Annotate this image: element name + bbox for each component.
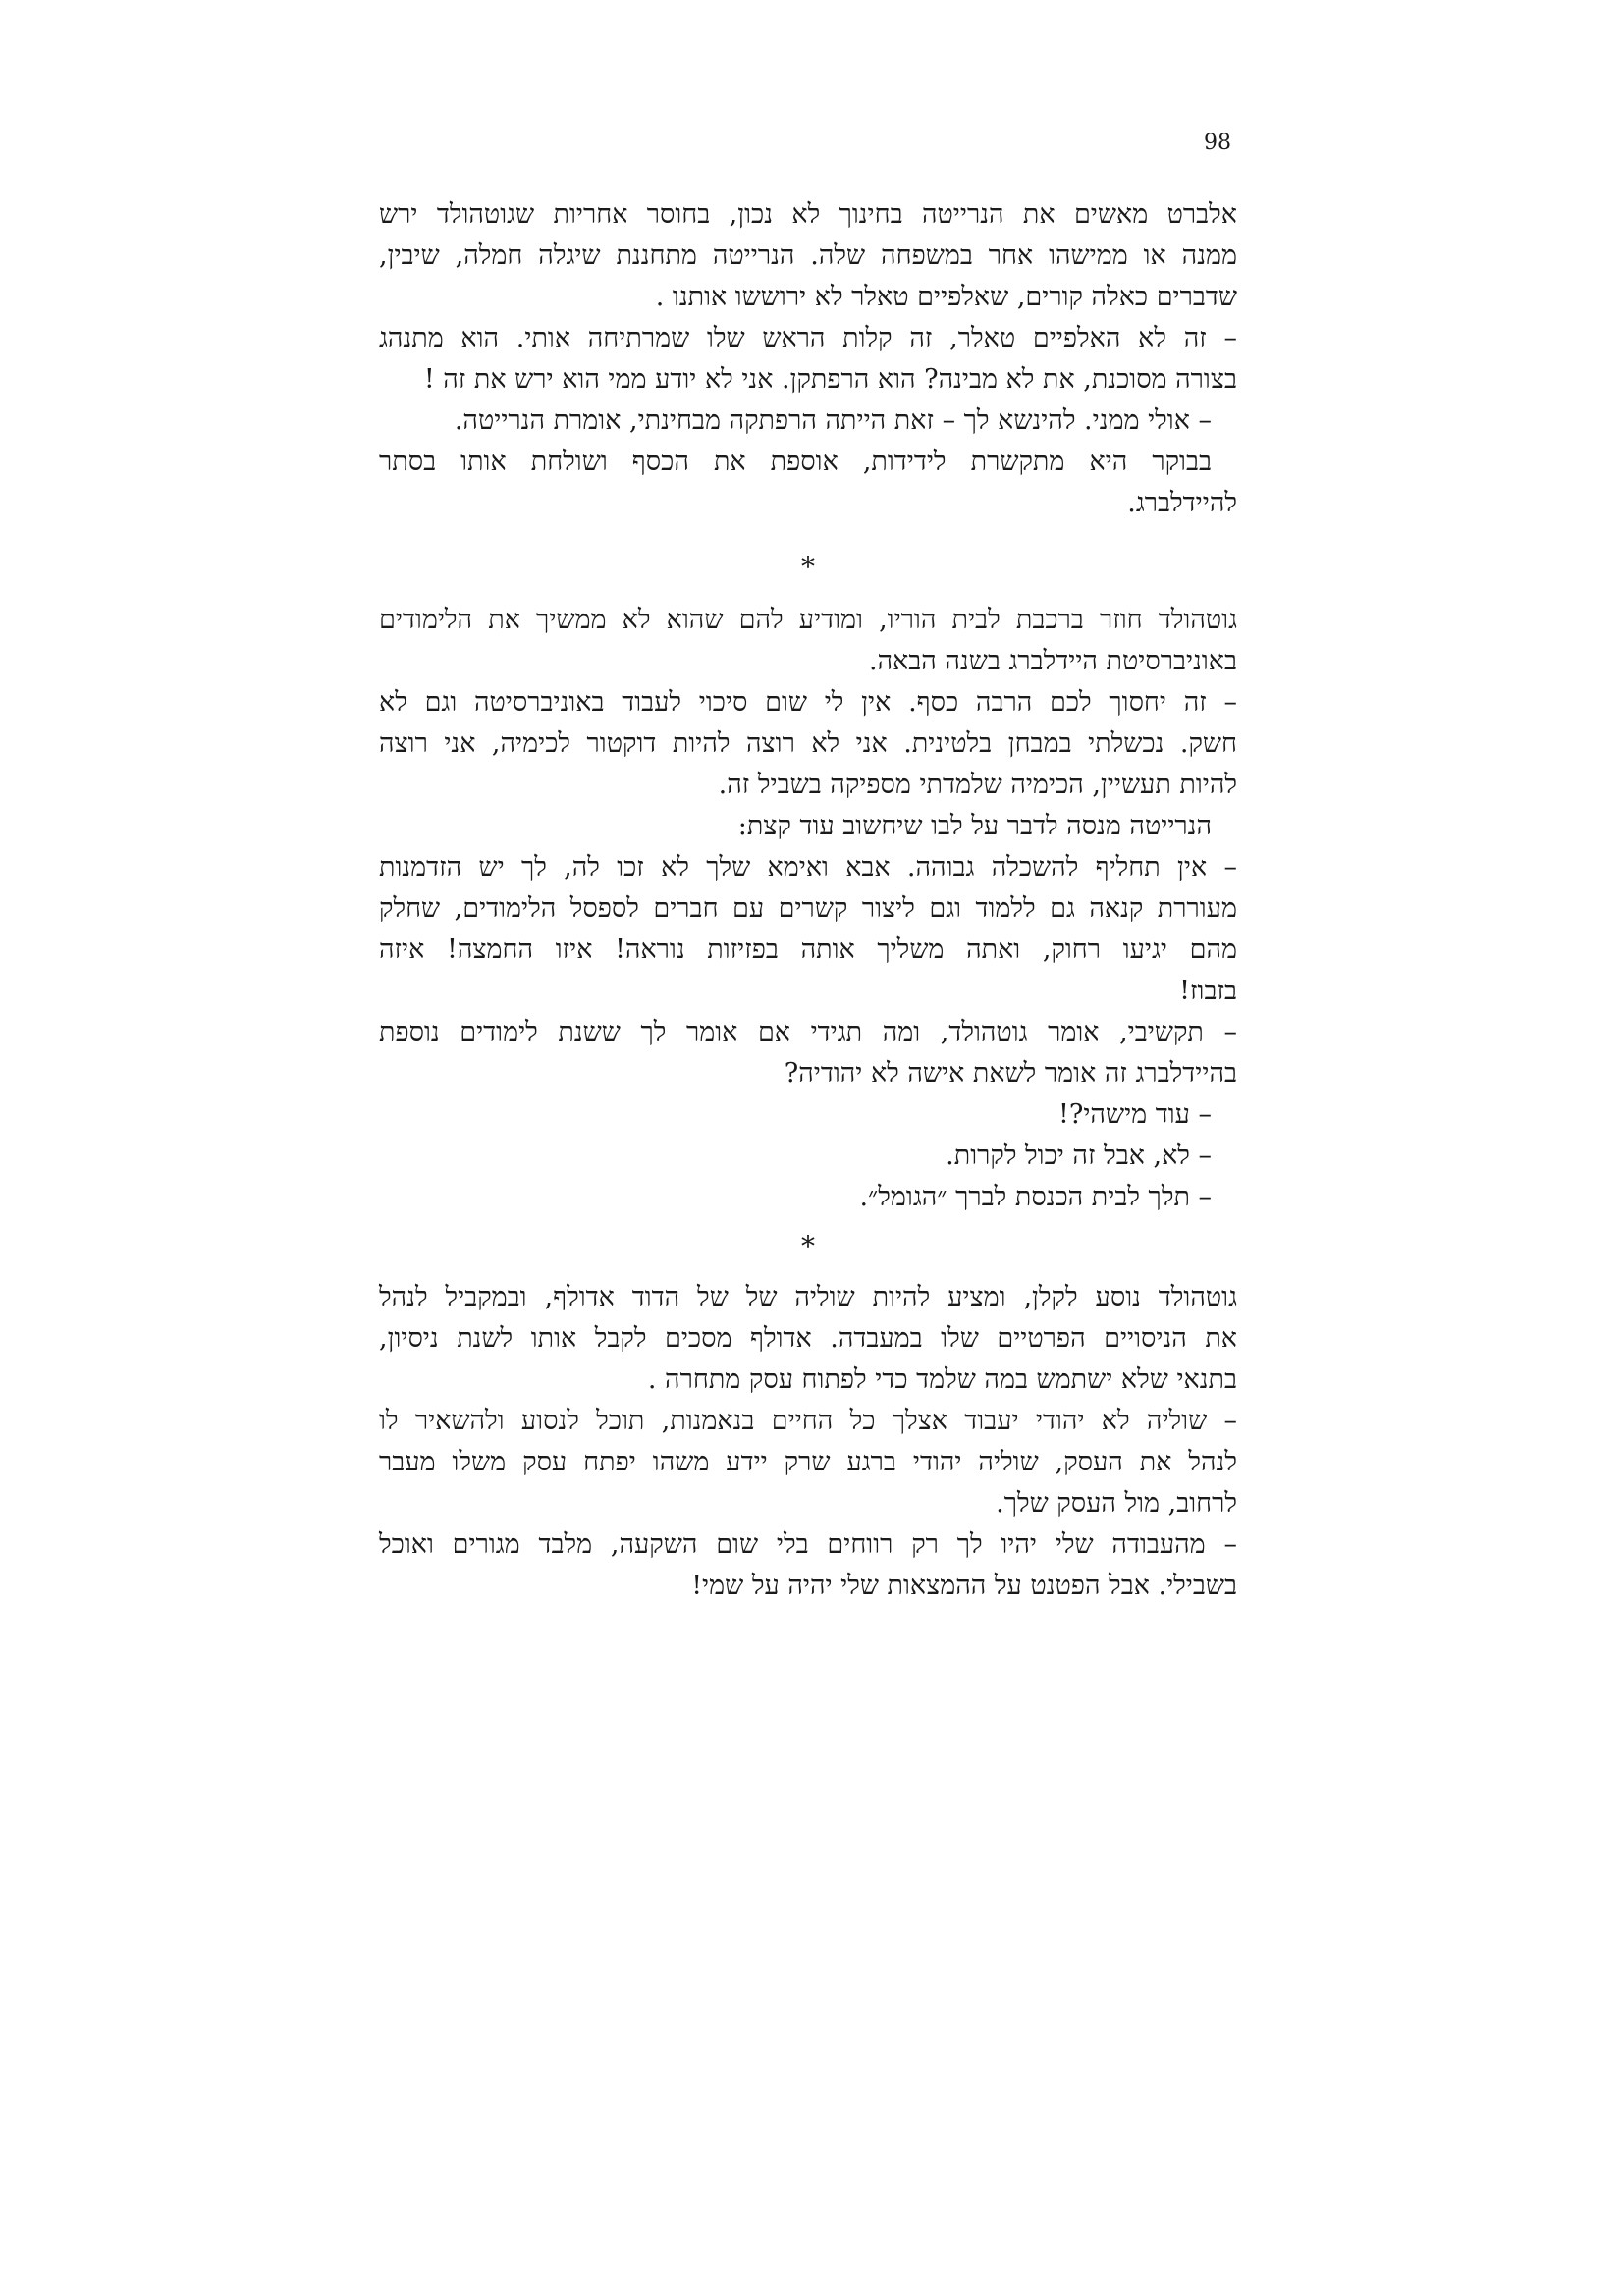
text-line: מהם יגיעו רחוק, ואתה משליך אותה בפזיזות נוראה! איזו החמצה! איזה [379, 934, 1237, 965]
text-line: – אולי ממני. להינשא לך – זאת הייתה הרפתקה מבחינתי, אומרת הנרייטה. [454, 405, 1212, 436]
page-number: 98 [1204, 131, 1231, 155]
text-line: – מהעבודה שלי יהיו לך רק רווחים בלי שום השקעה, מלבד מגורים ואוכל [379, 1529, 1237, 1560]
text-line: גוטהולד נוסע לקלן, ומציע להיות שוליה של של הדוד אדולף, ובמקביל לנהל [379, 1282, 1237, 1312]
text-line: חשק. נכשלתי במבחן בלטינית. אני לא רוצה להיות דוקטור לכימיה, אני רוצה [379, 728, 1237, 759]
text-line: לרחוב, מול העסק שלך. [996, 1488, 1237, 1519]
text-line: מעוררת קנאה גם ללמוד וגם ליצור קשרים עם חברים לספסל הלימודים, שחלק [379, 893, 1237, 924]
text-line: את הניסויים הפרטיים שלו במעבדה. אדולף מסכים לקבל אותו לשנת ניסיון, [379, 1323, 1237, 1354]
text-line: – תקשיבי, אומר גוטהולד, ומה תגידי אם אומר לך ששנת לימודים נוספת [379, 1017, 1237, 1047]
text-line: – זה יחסוך לכם הרבה כסף. אין לי שום סיכוי לעבוד באוניברסיטה וגם לא [379, 687, 1237, 718]
text-line: – לא, אבל זה יכול לקרות. [946, 1141, 1212, 1171]
text-line: בצורה מסוכנת, את לא מבינה? הוא הרפתקן. אני לא יודע ממי הוא ירש את זה ! [423, 364, 1237, 395]
text-line: בבוקר היא מתקשרת לידידות, אוספת את הכסף ושולחת אותו בסתר [379, 447, 1212, 477]
text-line: – תלך לבית הכנסת לברך ״הגומל״. [859, 1182, 1212, 1212]
text-line: אלברט מאשים את הנרייטה בחינוך לא נכון, בחוסר אחריות שגוטהולד ירש [379, 199, 1237, 230]
text-line: בהיידלברג זה אומר לשאת אישה לא יהודיה? [784, 1058, 1237, 1089]
text-line: ממנה או ממישהו אחר במשפחה שלה. הנרייטה מתחננת שיגלה חמלה, שיבין, [379, 240, 1237, 271]
text-line: בשבילי. אבל הפטנט על ההמצאות שלי יהיה על שמי! [691, 1571, 1237, 1601]
text-line: להיות תעשיין, הכימיה שלמדתי מספיקה בשביל זה. [718, 770, 1237, 800]
text-line: הנרייטה מנסה לדבר על לבו שיחשוב עוד קצת: [737, 811, 1212, 841]
text-line: להיידלברג. [1127, 488, 1237, 518]
text-line: שדברים כאלה קורים, שאלפיים טאלר לא ירוששו אותנו . [655, 282, 1237, 312]
text-line: באוניברסיטת היידלברג בשנה הבאה. [868, 646, 1237, 676]
text-line: גוטהולד חוזר ברכבת לבית הוריו, ומודיע להם שהוא לא ממשיך את הלימודים [379, 605, 1237, 635]
section-separator: * [801, 551, 815, 583]
text-line: – עוד מישהי?! [1058, 1099, 1212, 1130]
text-line: בזבוז! [1179, 976, 1237, 1006]
text-line: – אין תחליף להשכלה גבוהה. אבא ואימא שלך לא זכו לה, לך יש הזדמנות [379, 852, 1237, 882]
text-line: בתנאי שלא ישתמש במה שלמד כדי לפתוח עסק מתחרה . [647, 1364, 1237, 1395]
text-line: לנהל את העסק, שוליה יהודי ברגע שרק יידע משהו יפתח עסק משלו מעבר [379, 1447, 1237, 1477]
section-separator: * [801, 1230, 815, 1262]
text-line: – זה לא האלפיים טאלר, זה קלות הראש שלו שמרתיחה אותי. הוא מתנהג [379, 323, 1237, 353]
text-line: – שוליה לא יהודי יעבוד אצלך כל החיים בנאמנות, תוכל לנסוע ולהשאיר לו [379, 1406, 1237, 1436]
